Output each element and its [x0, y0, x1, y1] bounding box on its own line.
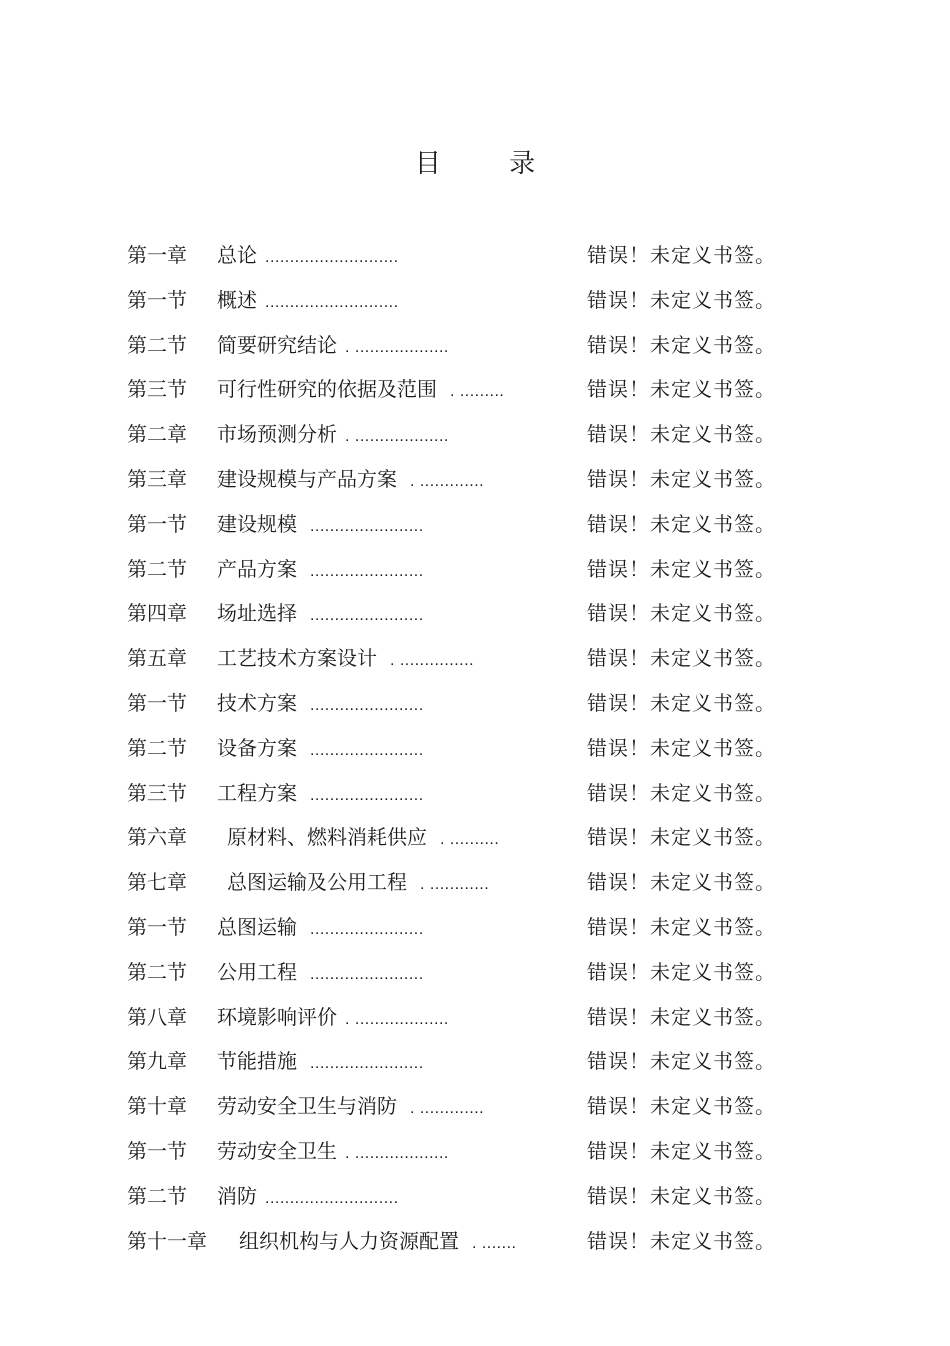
- toc-entry-title-text: 节能措施: [217, 1049, 297, 1074]
- toc-entry-title: [217, 726, 424, 774]
- toc-entry-page: 错误！未定义书签。: [587, 646, 776, 671]
- toc-entry[interactable]: [127, 1174, 827, 1219]
- toc-entry-number: 第一节: [127, 1138, 187, 1163]
- toc-entry-number: 第六章: [127, 825, 187, 850]
- toc-entry-number: 第二节: [127, 959, 187, 984]
- toc-leader-dots: . ...................: [345, 1144, 449, 1162]
- toc-entry-title: [217, 1174, 399, 1222]
- toc-leader-dots: .......................: [305, 920, 424, 938]
- toc-entry-title: [217, 1039, 424, 1087]
- toc-entry-title-text: 市场预测分析: [217, 422, 337, 447]
- toc-entry[interactable]: [127, 591, 827, 636]
- toc-entry-title: [227, 860, 489, 908]
- toc-entry-number: 第二节: [127, 332, 187, 357]
- toc-entry-title-text: 环境影响评价: [217, 1004, 337, 1029]
- toc-entry[interactable]: [127, 233, 827, 278]
- toc-entry[interactable]: [127, 1219, 827, 1264]
- toc-leader-dots: . ...................: [345, 428, 449, 446]
- toc-entry-number: 第三章: [127, 466, 187, 491]
- toc-entry-title-text: 建设规模: [217, 511, 297, 536]
- toc-entry-title: [217, 323, 449, 371]
- toc-leader-dots: . ............: [415, 876, 490, 894]
- toc-entry-title: [217, 547, 424, 595]
- toc-entry-title-text: 概述: [217, 287, 257, 312]
- toc-entry[interactable]: [127, 995, 827, 1040]
- toc-leader-dots: . .......: [467, 1234, 517, 1252]
- toc-entry-title-text: 技术方案: [217, 690, 297, 715]
- toc-entry-page: 错误！未定义书签。: [587, 1049, 776, 1074]
- toc-leader-dots: ...........................: [265, 293, 399, 311]
- toc-entry-number: 第二章: [127, 422, 187, 447]
- toc-entry-number: 第二节: [127, 1183, 187, 1208]
- toc-entry-number: 第十一章: [127, 1228, 207, 1253]
- toc-entry-title: [239, 1219, 516, 1267]
- toc-entry[interactable]: [127, 412, 827, 457]
- toc-entry[interactable]: [127, 636, 827, 681]
- toc-leader-dots: .......................: [305, 517, 424, 535]
- toc-entry-number: 第七章: [127, 870, 187, 895]
- toc-entry-page: 错误！未定义书签。: [587, 1094, 776, 1119]
- toc-entry-title: [217, 233, 399, 281]
- toc-entry-page: 错误！未定义书签。: [587, 377, 776, 402]
- toc-entry-title: [217, 502, 424, 550]
- toc-entry-number: 第九章: [127, 1049, 187, 1074]
- toc-entry-title: [227, 815, 499, 863]
- toc-leader-dots: .......................: [305, 786, 424, 804]
- toc-entry[interactable]: [127, 1129, 827, 1174]
- toc-entry-page: 错误！未定义书签。: [587, 914, 776, 939]
- toc-entry-number: 第一节: [127, 914, 187, 939]
- toc-leader-dots: . ...................: [345, 338, 449, 356]
- toc-entry-page: 错误！未定义书签。: [587, 1004, 776, 1029]
- toc-entry[interactable]: [127, 278, 827, 323]
- toc-entry-page: 错误！未定义书签。: [587, 735, 776, 760]
- toc-entry-page: 错误！未定义书签。: [587, 690, 776, 715]
- toc-entry-title: [217, 636, 474, 684]
- toc-leader-dots: ...........................: [265, 249, 399, 266]
- toc-entry-title-text: 设备方案: [217, 735, 297, 760]
- toc-entry-page: 错误！未定义书签。: [587, 959, 776, 984]
- toc-entry-title-text: 工艺技术方案设计: [217, 646, 377, 671]
- toc-entry-title-text: 原材料、燃料消耗供应: [227, 825, 427, 850]
- toc-entry-title-text: 场址选择: [217, 601, 297, 626]
- toc-leader-dots: . ...................: [345, 1010, 449, 1028]
- toc-entry-title-text: 可行性研究的依据及范围: [217, 377, 437, 402]
- toc-entry-title: [217, 1084, 484, 1132]
- toc-entry-number: 第一节: [127, 690, 187, 715]
- toc-entry-number: 第五章: [127, 646, 187, 671]
- toc-entry-title-text: 公用工程: [217, 959, 297, 984]
- toc-entry-page: 错误！未定义书签。: [587, 601, 776, 626]
- toc-entry-title-text: 劳动安全卫生与消防: [217, 1094, 397, 1119]
- toc-leader-dots: .......................: [305, 696, 424, 714]
- toc-entry[interactable]: [127, 726, 827, 771]
- toc-leader-dots: .......................: [305, 965, 424, 983]
- toc-leader-dots: . ...............: [385, 652, 475, 670]
- toc-entry-title: [217, 278, 399, 326]
- toc-entry-title-text: 组织机构与人力资源配置: [239, 1228, 459, 1253]
- toc-leader-dots: . .............: [405, 472, 485, 490]
- toc-entry[interactable]: [127, 681, 827, 726]
- toc-entry-title-text: 总图运输及公用工程: [227, 870, 407, 895]
- toc-entry-title: [217, 591, 424, 639]
- toc-entry-title: [217, 367, 504, 415]
- toc-entry-page: 错误！未定义书签。: [587, 422, 776, 447]
- toc-entry-number: 第三节: [127, 780, 187, 805]
- toc-leader-dots: . .........: [445, 383, 505, 401]
- toc-leader-dots: . .............: [405, 1100, 485, 1118]
- toc-entry[interactable]: [127, 323, 827, 368]
- toc-entry-title: [217, 457, 484, 505]
- toc-entry[interactable]: [127, 1039, 827, 1084]
- toc-entry-title: [217, 995, 449, 1043]
- toc-entry-number: 第二节: [127, 556, 187, 581]
- toc-entry[interactable]: [127, 860, 827, 905]
- toc-entry-number: 第十章: [127, 1094, 187, 1119]
- toc-list: [127, 233, 827, 1263]
- toc-entry-title-text: 工程方案: [217, 780, 297, 805]
- toc-leader-dots: .......................: [305, 562, 424, 580]
- toc-entry-title: [217, 905, 424, 953]
- toc-entry-title-text: 劳动安全卫生: [217, 1138, 337, 1163]
- toc-entry-title-text: 建设规模与产品方案: [217, 466, 397, 491]
- toc-entry-title-text: 总图运输: [217, 914, 297, 939]
- toc-entry-page: 错误！未定义书签。: [587, 466, 776, 491]
- toc-entry-page: 错误！未定义书签。: [587, 287, 776, 312]
- toc-entry-title-text: 总论: [217, 243, 257, 267]
- toc-entry-page: 错误！未定义书签。: [587, 511, 776, 536]
- toc-entry[interactable]: [127, 905, 827, 950]
- toc-entry-number: 第一节: [127, 287, 187, 312]
- toc-entry[interactable]: [127, 815, 827, 860]
- toc-entry-title-text: 简要研究结论: [217, 332, 337, 357]
- toc-entry[interactable]: [127, 502, 827, 547]
- toc-leader-dots: ...........................: [265, 1189, 399, 1207]
- toc-leader-dots: .......................: [305, 607, 424, 625]
- toc-entry-number: 第三节: [127, 377, 187, 402]
- toc-entry[interactable]: [127, 457, 827, 502]
- toc-entry-number: 第二节: [127, 735, 187, 760]
- toc-entry-title: [217, 1129, 449, 1177]
- toc-entry-title-text: 消防: [217, 1183, 257, 1208]
- toc-leader-dots: .......................: [305, 1055, 424, 1073]
- toc-entry-page: 错误！未定义书签。: [587, 1183, 776, 1208]
- toc-entry-page: 错误！未定义书签。: [587, 870, 776, 895]
- toc-entry-number: 第一节: [127, 511, 187, 536]
- toc-entry[interactable]: [127, 367, 827, 412]
- toc-entry-title: [217, 771, 424, 819]
- toc-entry-page: 错误！未定义书签。: [587, 243, 776, 267]
- toc-entry-page: 错误！未定义书签。: [587, 780, 776, 805]
- toc-leader-dots: .......................: [305, 741, 424, 759]
- toc-entry[interactable]: [127, 547, 827, 592]
- toc-entry-page: 错误！未定义书签。: [587, 1138, 776, 1163]
- toc-entry-title: [217, 412, 449, 460]
- toc-entry-page: 错误！未定义书签。: [587, 825, 776, 850]
- toc-entry[interactable]: [127, 950, 827, 995]
- toc-title: 目 录: [414, 149, 566, 179]
- toc-entry[interactable]: [127, 771, 827, 816]
- toc-entry-number: 第八章: [127, 1004, 187, 1029]
- toc-entry-title-text: 产品方案: [217, 556, 297, 581]
- toc-entry-page: 错误！未定义书签。: [587, 1228, 776, 1253]
- toc-entry-number: 第四章: [127, 601, 187, 626]
- toc-entry-number: 第一章: [127, 243, 187, 267]
- toc-entry-title: [217, 950, 424, 998]
- toc-entry-page: 错误！未定义书签。: [587, 332, 776, 357]
- toc-entry-page: 错误！未定义书签。: [587, 556, 776, 581]
- toc-entry-title: [217, 681, 424, 729]
- toc-entry[interactable]: [127, 1084, 827, 1129]
- toc-leader-dots: . ..........: [435, 831, 500, 849]
